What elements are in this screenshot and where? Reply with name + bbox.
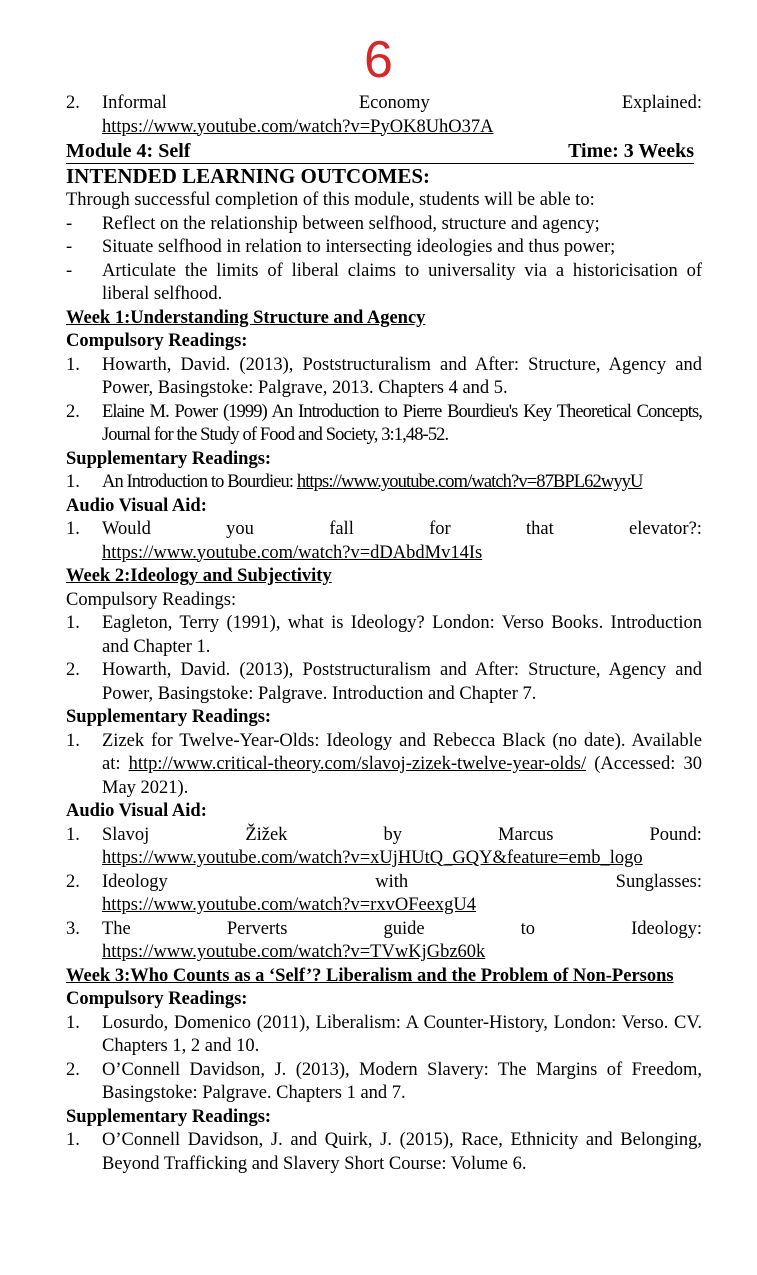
week-heading [66, 307, 702, 331]
word: fall [329, 519, 354, 539]
list-item [66, 92, 702, 139]
ilo-intro: Through successful completion of this module, students will be able to: [66, 190, 595, 210]
list-text: Articulate the limits of liberal claims to universality via a historicisation of liberal selfhood. [102, 260, 702, 304]
section-heading: Compulsory Readings: [66, 989, 248, 1009]
list-number: 3. [66, 918, 80, 939]
list-text: Situate selfhood in relation to intersecting ideologies and thus power; [102, 237, 616, 257]
list-item [66, 518, 702, 565]
module-heading [66, 139, 694, 164]
web-link[interactable]: http://www.critical-theory.com/slavoj-zizek-twelve-year-olds/ [128, 754, 587, 774]
video-link[interactable]: https://www.youtube.com/watch?v=TVwKjGbz60k [102, 942, 486, 962]
list-number: 1. [66, 1012, 80, 1033]
list-item [66, 824, 702, 871]
list-item [66, 730, 702, 801]
list-number: 1. [66, 519, 80, 539]
word: Ideology: [631, 918, 702, 939]
video-link[interactable]: https://www.youtube.com/watch?v=dDAbdMv14Is [102, 542, 483, 563]
list-text [102, 918, 702, 965]
week-label: Week 3: [66, 965, 131, 986]
week-heading [66, 965, 702, 989]
list-number: 1. [66, 613, 80, 633]
video-link[interactable]: https://www.youtube.com/watch?v=PyOK8UhO37A [102, 116, 494, 137]
video-link[interactable]: https://www.youtube.com/watch?v=xUjHUtQ_GQY&feature=emb_logo [102, 848, 643, 868]
list-item [66, 918, 702, 965]
word: Slavoj [102, 824, 150, 845]
week-label: Week 1: [66, 307, 131, 328]
list-item [66, 612, 702, 659]
section-heading: Supplementary Readings: [66, 707, 272, 727]
module-time: Time: 3 Weeks [568, 140, 694, 162]
word: guide [383, 918, 425, 939]
list-item [66, 213, 702, 237]
list-number: 2. [66, 660, 80, 680]
list-text: Eagleton, Terry (1991), what is Ideology? London: Verso Books. Introduction and Chapter 1. [102, 613, 702, 657]
list-text: Howarth, David. (2013), Poststructuralism and After: Structure, Agency and Power, Basingstoke: Palgrave, 2013. Chapters 4 and 5. [102, 354, 702, 398]
list-text: O’Connell Davidson, J. (2013), Modern Slavery: The Margins of Freedom, Basingstoke: Palgrave. Chapters 1 and 7. [102, 1059, 702, 1103]
list-item [66, 1059, 702, 1106]
list-item [66, 659, 702, 706]
word: elevator?: [629, 519, 702, 539]
section-heading: Audio Visual Aid: [66, 801, 207, 821]
list-text [102, 730, 702, 801]
list-text [102, 92, 702, 139]
section-heading: Compulsory Readings: [66, 331, 248, 351]
list-item [66, 1012, 702, 1059]
list-item [66, 401, 702, 448]
ilo-heading: INTENDED LEARNING OUTCOMES: [66, 164, 431, 188]
word: Economy [358, 93, 430, 113]
list-number: 1. [66, 730, 80, 751]
word: Perverts [226, 918, 288, 939]
list-text: O’Connell Davidson, J. and Quirk, J. (2015), Race, Ethnicity and Belonging, Beyond Trafficking and Slavery Short Course: Volume 6. [102, 1130, 702, 1174]
video-link[interactable]: https://www.youtube.com/watch?v=87BPL62wyyU [296, 472, 643, 492]
bullet: - [66, 213, 73, 234]
week-title: Understanding Structure and Agency [130, 307, 426, 328]
word: The [102, 918, 131, 939]
page-number: 6 [364, 31, 393, 89]
list-number: 2. [66, 401, 80, 422]
list-number: 2. [66, 1059, 80, 1080]
list-number: 2. [66, 93, 80, 113]
list-number: 1. [66, 1130, 80, 1150]
word: Ideology [102, 871, 168, 892]
word: Sunglasses: [615, 871, 702, 892]
word: Marcus [498, 824, 554, 845]
list-text [102, 824, 702, 871]
list-number: 2. [66, 871, 80, 892]
list-number: 1. [66, 354, 80, 375]
word: Would [102, 519, 151, 539]
list-text: Reflect on the relationship between selfhood, structure and agency; [102, 213, 600, 234]
list-text [102, 871, 702, 918]
week-heading [66, 565, 702, 589]
word: Explained: [621, 93, 702, 113]
word: Informal [102, 93, 167, 113]
list-text [102, 471, 702, 495]
word: with [375, 871, 409, 892]
list-text: Losurdo, Domenico (2011), Liberalism: A Counter-History, London: Verso. CV. Chapters 1, 2 and 10. [102, 1012, 702, 1056]
list-number: 1. [66, 472, 80, 492]
list-number: 1. [66, 824, 80, 845]
list-item [66, 1129, 702, 1176]
list-item [66, 354, 702, 401]
week-label: Week 2: [66, 566, 131, 586]
list-text: Howarth, David. (2013), Poststructuralism and After: Structure, Agency and Power, Basingstoke: Palgrave. Introduction and Chapter 7. [102, 660, 702, 704]
reading-text: Zizek for Twelve-Year-Olds: Ideology and Rebecca Black (no date). Available at: [102, 730, 702, 774]
word: for [429, 519, 451, 539]
video-link[interactable]: https://www.youtube.com/watch?v=rxvOFeexgU4 [102, 895, 477, 915]
section-heading: Compulsory Readings: [66, 589, 237, 610]
week-title: Who Counts as a ‘Self’? Liberalism and the Problem of Non-Persons [130, 965, 674, 986]
bullet: - [66, 260, 73, 281]
list-text: Elaine M. Power (1999) An Introduction to Pierre Bourdieu's Key Theoretical Concepts, Journal for the Study of Food and Society, 3:1,48-52. [102, 401, 702, 445]
reading-text: An Introduction to Bourdieu: [102, 472, 297, 492]
list-text [102, 518, 702, 565]
list-item [66, 236, 702, 260]
reading-text: (Accessed: 30 May 2021). [102, 754, 702, 798]
word: to [520, 918, 536, 939]
section-heading: Supplementary Readings: [66, 1106, 272, 1127]
list-item [66, 871, 702, 918]
word: Žižek [245, 824, 288, 845]
word: you [226, 519, 254, 539]
module-title: Module 4: Self [66, 140, 191, 162]
week-title: Ideology and Subjectivity [130, 566, 332, 586]
list-item [66, 471, 702, 495]
list-item [66, 260, 702, 307]
word: Pound: [649, 824, 702, 845]
word: that [525, 519, 554, 539]
section-heading: Audio Visual Aid: [66, 495, 207, 516]
word: by [383, 824, 402, 845]
document-body [66, 92, 702, 1176]
section-heading: Supplementary Readings: [66, 448, 272, 469]
bullet: - [66, 237, 73, 257]
